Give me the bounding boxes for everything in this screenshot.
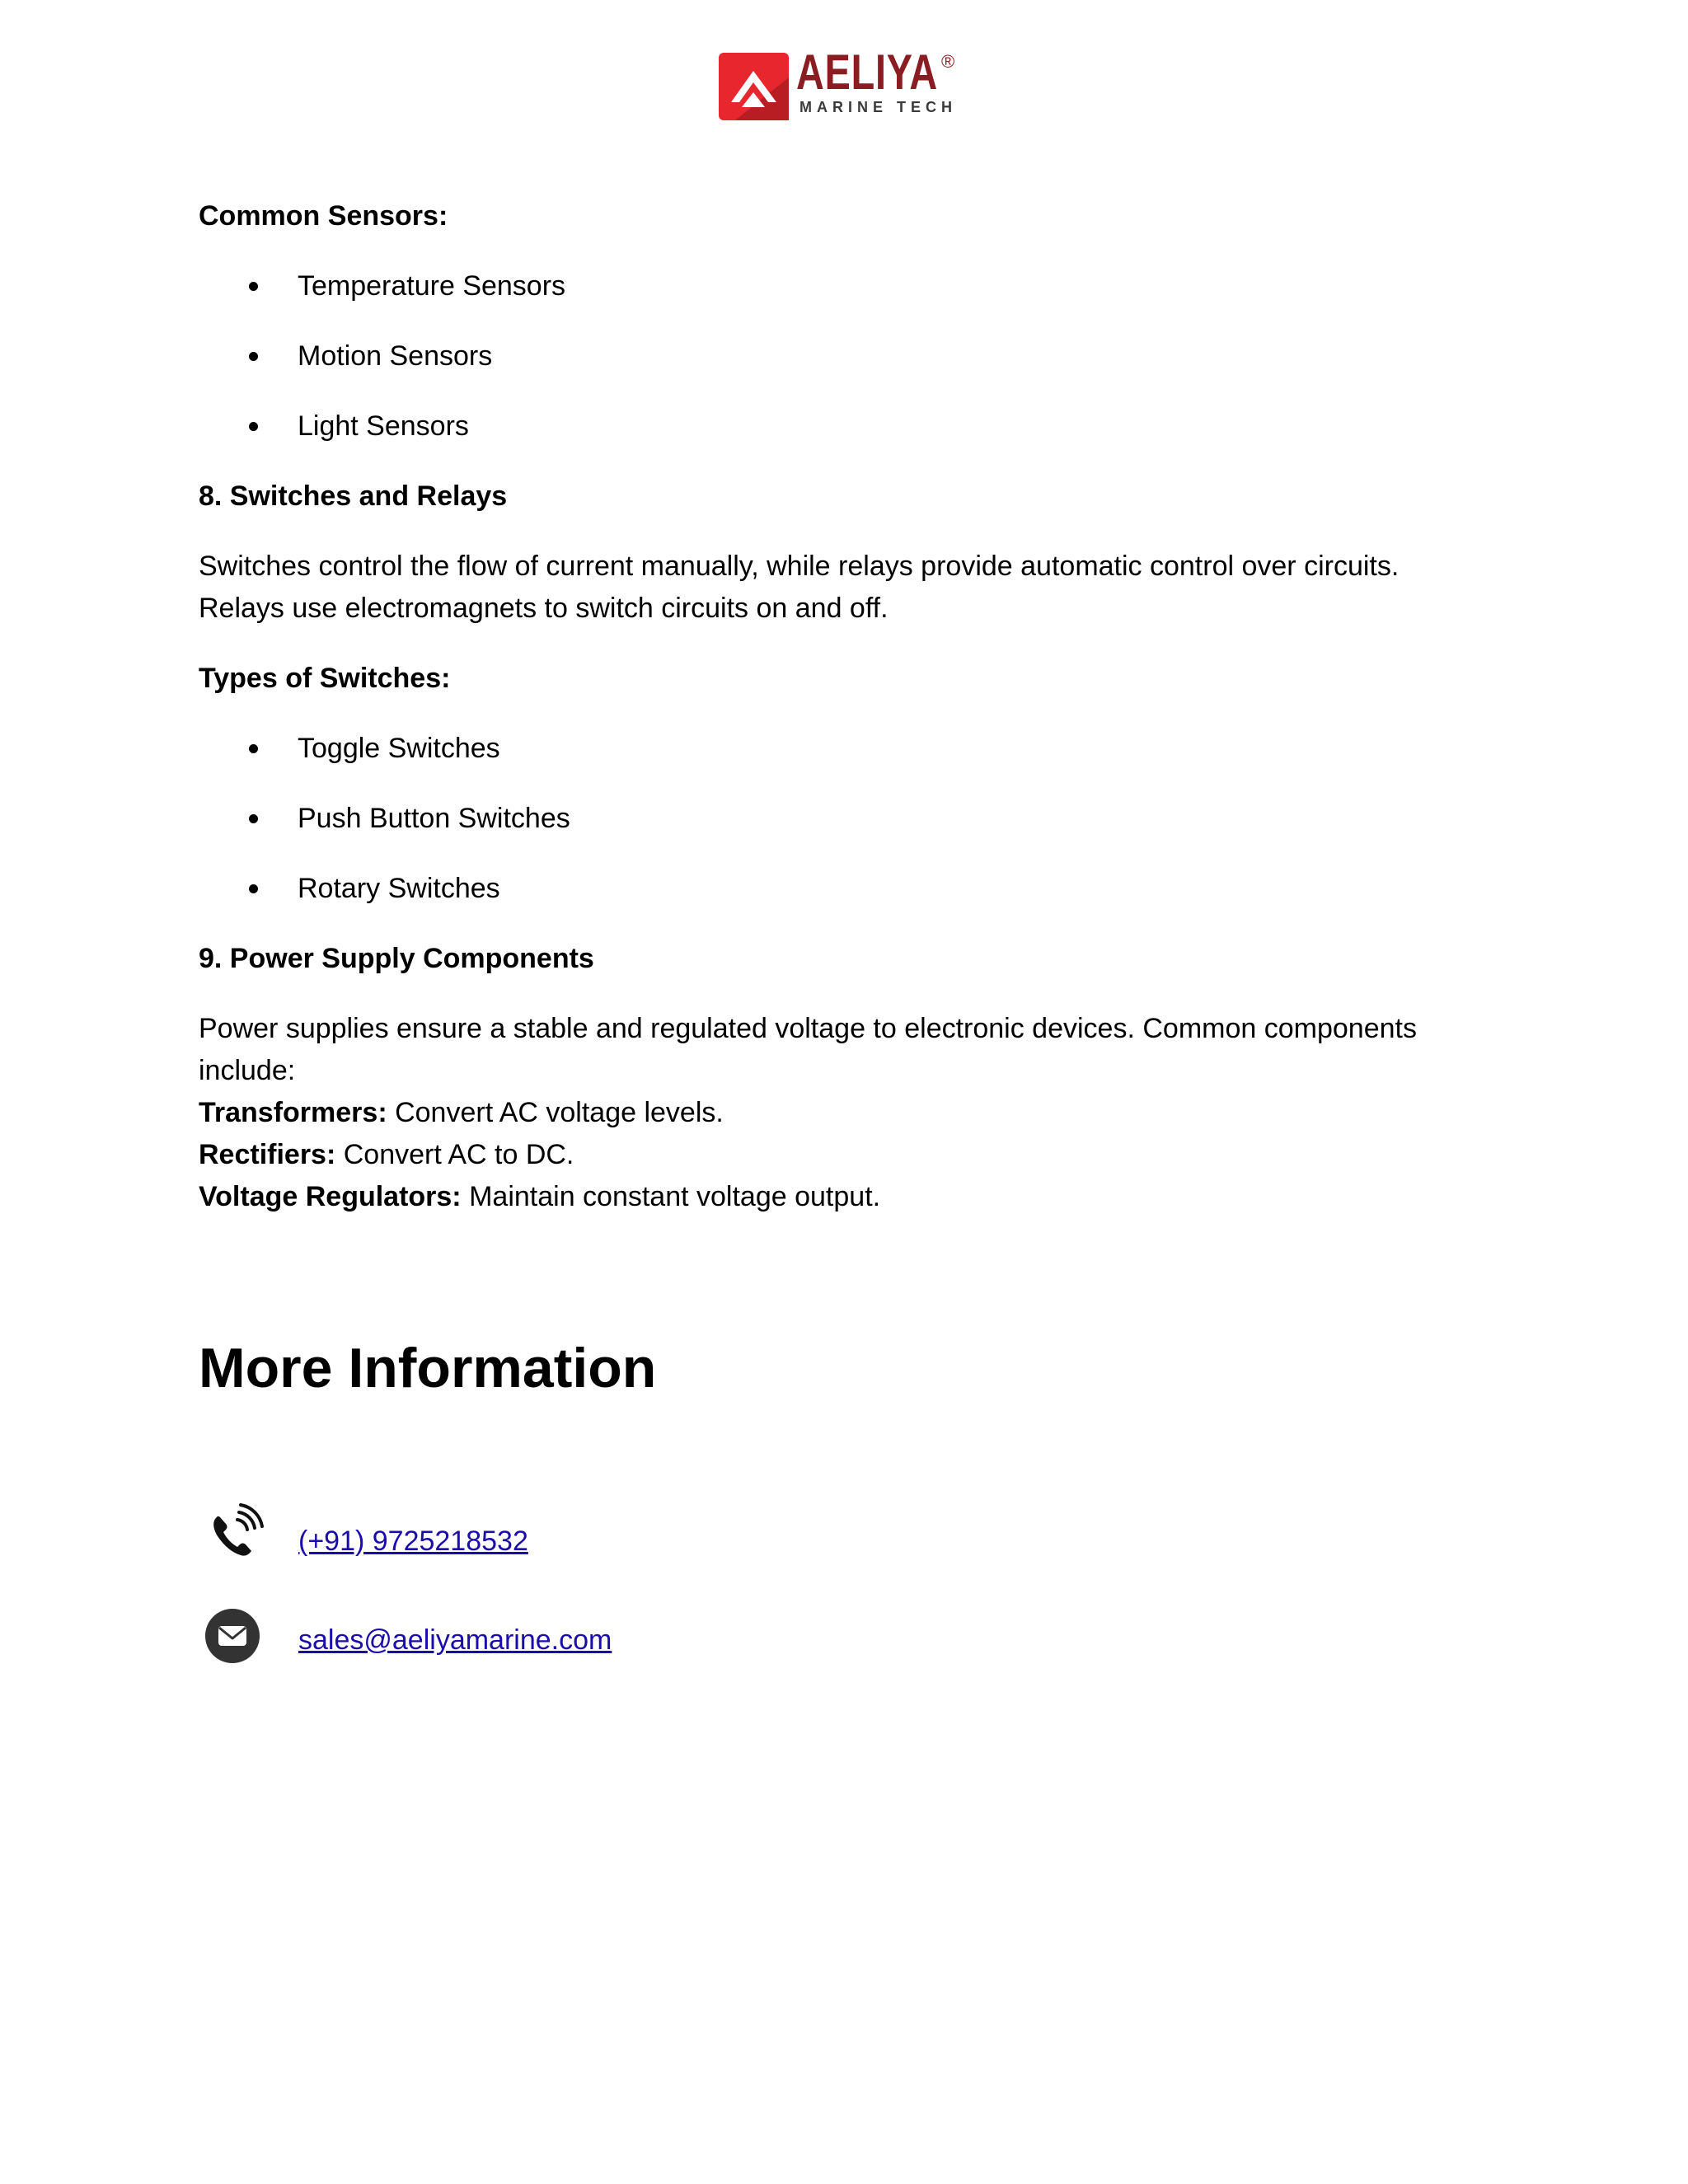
component-rectifiers: Rectifiers: Convert AC to DC.: [199, 1139, 574, 1170]
phone-link[interactable]: (+91) 9725218532: [298, 1526, 528, 1557]
switch-types-heading: Types of Switches:: [199, 663, 451, 694]
logo-name: AELIYA: [796, 45, 939, 100]
section-9-paragraph-line-2: include:: [199, 1055, 296, 1086]
section-8-paragraph-line-1: Switches control the flow of current manually, while relays provide automatic control over circuits.: [199, 551, 1400, 582]
logo-registered-mark: ®: [941, 51, 955, 72]
sensors-heading: Common Sensors:: [199, 200, 448, 232]
email-link[interactable]: sales@aeliyamarine.com: [298, 1624, 612, 1656]
more-information-heading: More Information: [199, 1337, 657, 1399]
bullet: [249, 282, 258, 291]
logo-tagline: MARINE TECH: [799, 99, 957, 115]
bullet: [249, 352, 258, 361]
section-8-heading: 8. Switches and Relays: [199, 480, 508, 512]
section-9-paragraph-line-1: Power supplies ensure a stable and regulated voltage to electronic devices. Common components: [199, 1013, 1417, 1044]
section-9-heading: 9. Power Supply Components: [199, 943, 594, 974]
mail-icon: [204, 1608, 260, 1664]
bullet: [249, 884, 258, 893]
bullet: [249, 814, 258, 823]
section-8-paragraph-line-2: Relays use electromagnets to switch circuits on and off.: [199, 593, 889, 624]
company-logo: [719, 45, 958, 122]
component-voltage-regulators: Voltage Regulators: Maintain constant voltage output.: [199, 1181, 881, 1212]
component-transformers: Transformers: Convert AC voltage levels.: [199, 1097, 724, 1128]
bullet: [249, 422, 258, 431]
logo-mountain-icon: [719, 53, 789, 120]
bullet: [249, 744, 258, 753]
phone-icon: [204, 1503, 264, 1563]
